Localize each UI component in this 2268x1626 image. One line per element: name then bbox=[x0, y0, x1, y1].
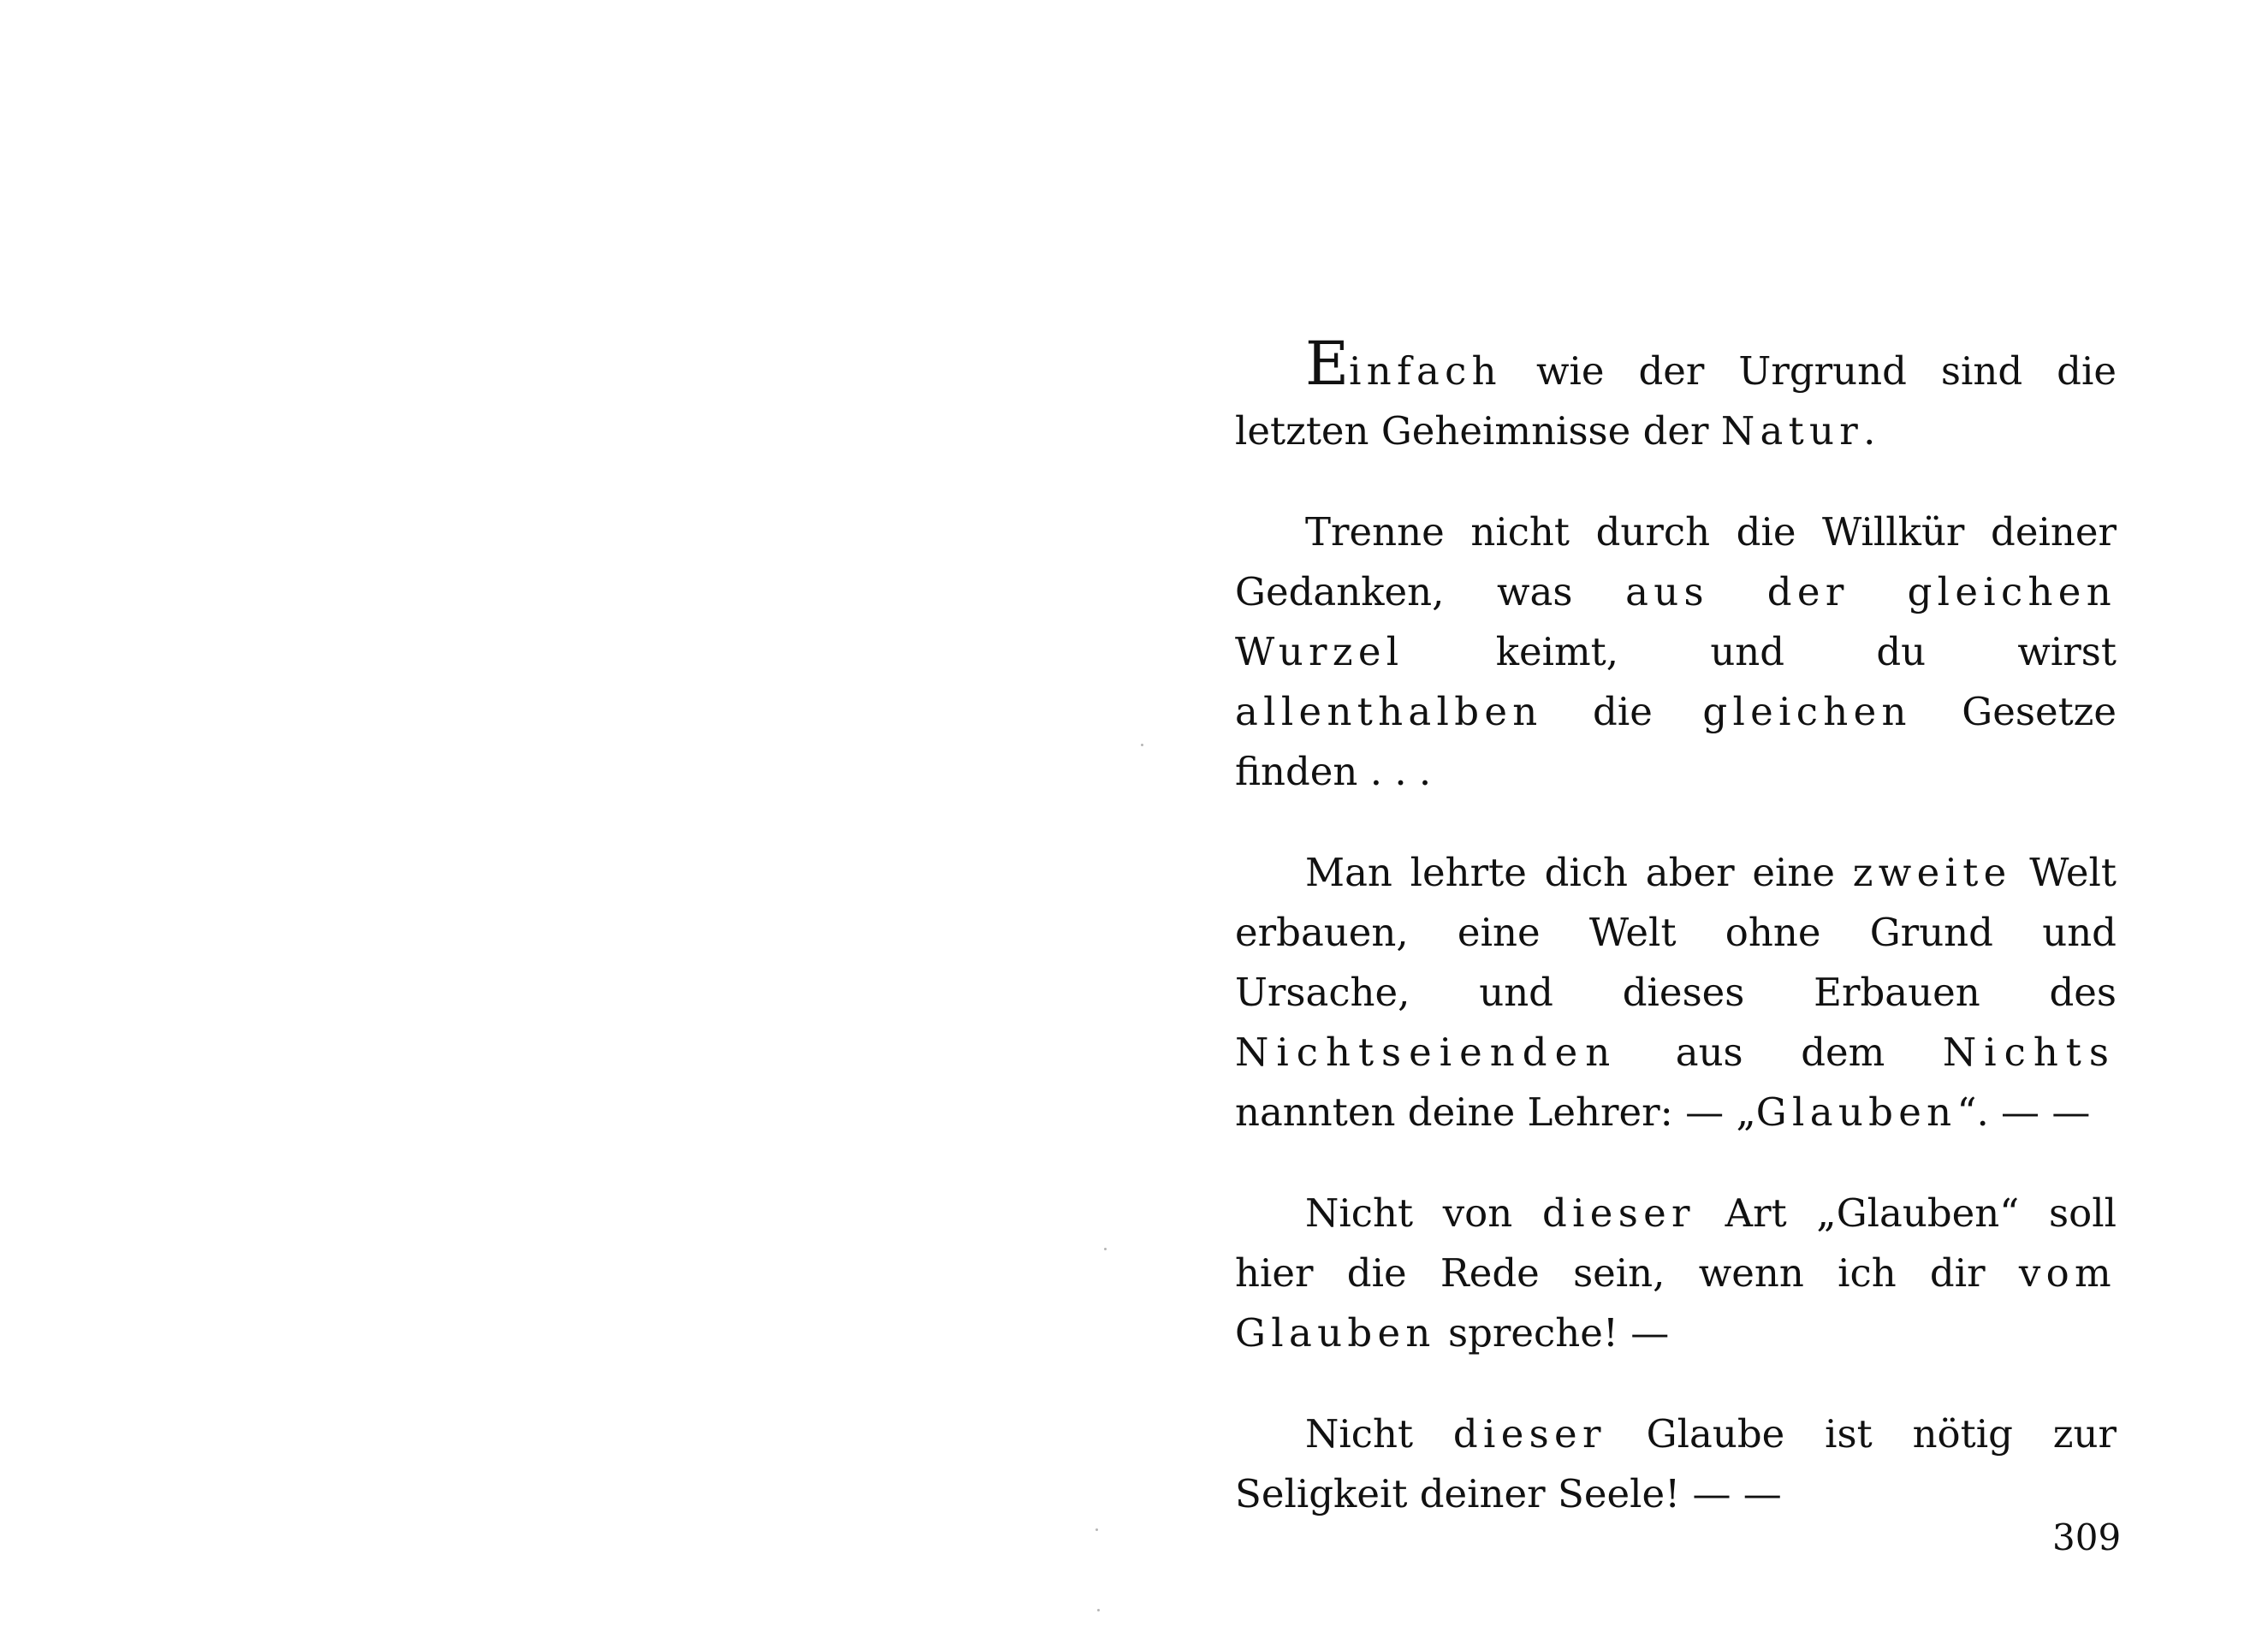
paragraph-2 bbox=[1235, 502, 2117, 802]
spaced-word: gleichen bbox=[1702, 689, 1912, 734]
gutter-speck bbox=[1095, 1528, 1098, 1531]
text-run: Glaube ist nötig zur Seligkeit deiner Seele! — — bbox=[1235, 1411, 2117, 1516]
text-run: Nicht bbox=[1305, 1411, 1453, 1457]
page-number: 309 bbox=[2052, 1516, 2122, 1558]
right-page-text bbox=[1235, 329, 2117, 1524]
spaced-word: allenthalben bbox=[1235, 689, 1543, 734]
text-run: Man lehrte dich aber eine bbox=[1305, 850, 1853, 895]
text-run: Welt erbauen, eine Welt ohne Grund und Ursache, und dieses Erbauen des bbox=[1235, 850, 2117, 1015]
paragraph-3 bbox=[1235, 843, 2117, 1142]
text-run: die bbox=[1542, 689, 1703, 734]
text-run: keimt, und du wirst bbox=[1404, 629, 2117, 674]
left-page-blank bbox=[0, 0, 1113, 1626]
spaced-word: dieser bbox=[1452, 1411, 1606, 1457]
spaced-phrase: aus der gleichen Wurzel bbox=[1235, 569, 2117, 674]
spaced-word: Nichts bbox=[1942, 1030, 2117, 1075]
spaced-phrase: vom Glauben bbox=[1235, 1250, 2117, 1356]
text-run: nannten deine Lehrer: — „ bbox=[1235, 1089, 1756, 1135]
spaced-word: Nichtseienden bbox=[1235, 1030, 1618, 1075]
text-run: Trenne nicht durch die Willkür deiner Gedanken, was bbox=[1235, 509, 2117, 614]
gutter-speck bbox=[1104, 1248, 1107, 1250]
paragraph-4 bbox=[1235, 1184, 2117, 1363]
spaced-word: dieser bbox=[1541, 1190, 1695, 1236]
text-run: “. — — bbox=[1956, 1089, 2091, 1135]
text-run: Gesetze finden . . . bbox=[1235, 689, 2117, 794]
gutter-speck bbox=[1097, 1609, 1100, 1611]
text-run: Nicht von bbox=[1305, 1190, 1542, 1236]
gutter-speck bbox=[1141, 744, 1143, 746]
text-run: Art „Glauben“ soll hier die Rede sein, wenn ich dir bbox=[1235, 1190, 2117, 1296]
text-run: spreche! — bbox=[1435, 1310, 1670, 1356]
text-run: wie der Urgrund sind die letzten Geheimnisse der bbox=[1235, 348, 2117, 454]
spaced-word: Natur bbox=[1720, 408, 1864, 454]
spaced-word: zweite bbox=[1852, 850, 2012, 895]
paragraph-5 bbox=[1235, 1404, 2117, 1524]
drop-cap: E bbox=[1305, 329, 1350, 399]
text-run: aus dem bbox=[1618, 1030, 1943, 1075]
paragraph-1 bbox=[1235, 329, 2117, 461]
text-run: . bbox=[1863, 408, 1876, 454]
spaced-word: infach bbox=[1349, 348, 1502, 394]
spaced-word: Glauben bbox=[1755, 1089, 1957, 1135]
